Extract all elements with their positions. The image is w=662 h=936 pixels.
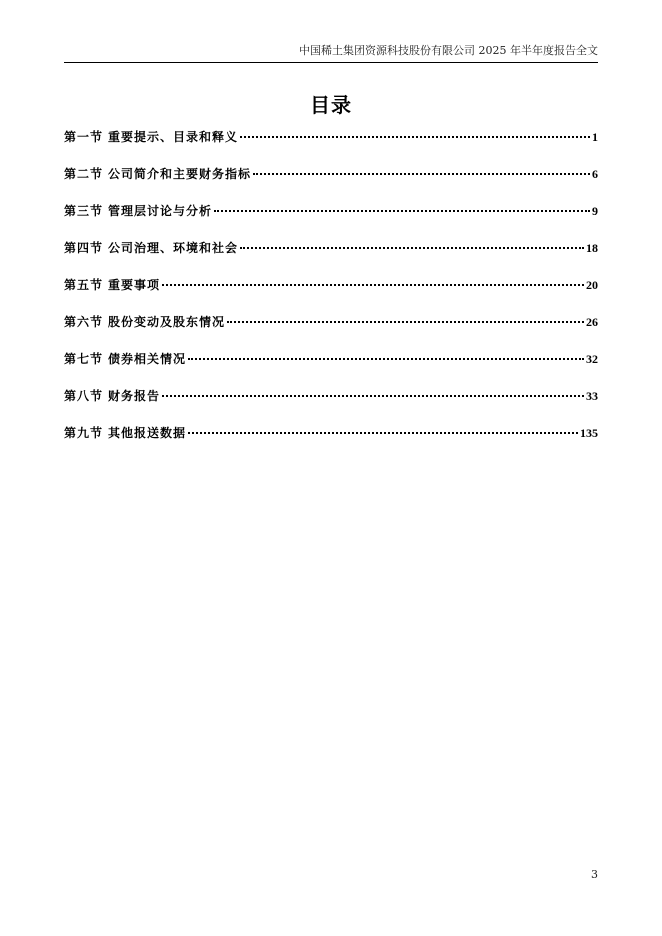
toc-section-title: 债券相关情况 xyxy=(108,352,187,366)
toc-page-number: 135 xyxy=(580,426,598,440)
toc-page-number: 18 xyxy=(586,241,598,255)
toc-dot-leader xyxy=(162,395,584,397)
toc-entry-5[interactable] xyxy=(64,276,598,313)
toc-section-title: 公司治理、环境和社会 xyxy=(108,241,239,255)
toc-list xyxy=(64,128,598,461)
toc-page-number: 32 xyxy=(586,352,598,366)
toc-section-label: 第一节 xyxy=(64,130,104,144)
header-divider xyxy=(64,62,598,63)
toc-page-number: 26 xyxy=(586,315,598,329)
toc-section-title: 其他报送数据 xyxy=(108,426,187,440)
toc-section-label: 第九节 xyxy=(64,426,104,440)
toc-entry-6[interactable] xyxy=(64,313,598,350)
toc-entry-1[interactable] xyxy=(64,128,598,165)
toc-section-title: 重要提示、目录和释义 xyxy=(108,130,239,144)
toc-section-title: 财务报告 xyxy=(108,389,161,403)
toc-section-title: 重要事项 xyxy=(108,278,161,292)
toc-section-label: 第三节 xyxy=(64,204,104,218)
footer-page-number: 3 xyxy=(591,868,598,881)
toc-section-label: 第五节 xyxy=(64,278,104,292)
toc-dot-leader xyxy=(240,136,590,138)
toc-entry-2[interactable] xyxy=(64,165,598,202)
toc-dot-leader xyxy=(227,321,584,323)
toc-section-label: 第八节 xyxy=(64,389,104,403)
toc-entry-9[interactable] xyxy=(64,424,598,461)
toc-section-title: 股份变动及股东情况 xyxy=(108,315,226,329)
toc-entry-3[interactable] xyxy=(64,202,598,239)
toc-page-number: 1 xyxy=(592,130,598,144)
toc-dot-leader xyxy=(214,210,590,212)
toc-dot-leader xyxy=(188,358,584,360)
toc-entry-8[interactable] xyxy=(64,387,598,424)
toc-dot-leader xyxy=(253,173,590,175)
toc-page-number: 20 xyxy=(586,278,598,292)
toc-section-label: 第二节 xyxy=(64,167,104,181)
toc-section-title: 管理层讨论与分析 xyxy=(108,204,213,218)
running-header: 中国稀土集团资源科技股份有限公司 2025 年半年度报告全文 xyxy=(299,44,598,57)
toc-section-title: 公司简介和主要财务指标 xyxy=(108,167,252,181)
toc-page-number: 33 xyxy=(586,389,598,403)
toc-dot-leader xyxy=(240,247,584,249)
toc-page-number: 6 xyxy=(592,167,598,181)
toc-section-label: 第七节 xyxy=(64,352,104,366)
toc-entry-4[interactable] xyxy=(64,239,598,276)
toc-dot-leader xyxy=(188,432,578,434)
toc-dot-leader xyxy=(162,284,584,286)
toc-section-label: 第四节 xyxy=(64,241,104,255)
toc-page-number: 9 xyxy=(592,204,598,218)
toc-section-label: 第六节 xyxy=(64,315,104,329)
toc-title: 目录 xyxy=(310,93,352,117)
toc-entry-7[interactable] xyxy=(64,350,598,387)
